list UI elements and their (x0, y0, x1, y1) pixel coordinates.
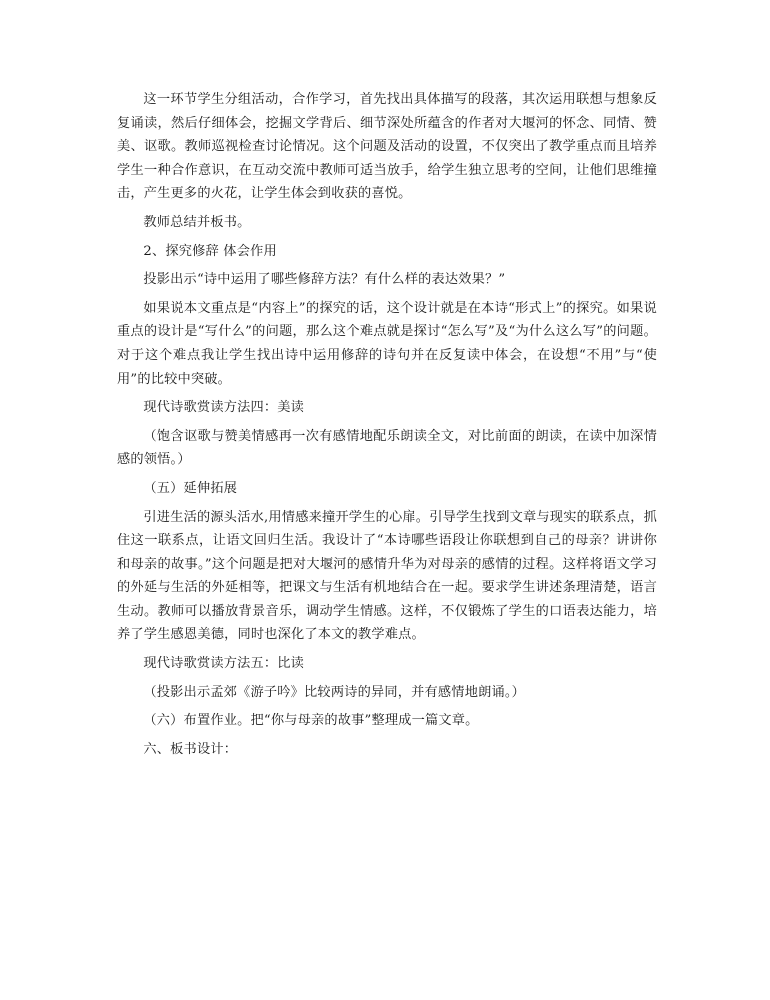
paragraph-teacher-summary: 教师总结并板书。 (143, 214, 251, 230)
section-heading-rhetoric: 2、探究修辞 体会作用 (143, 243, 277, 259)
method-five-heading: 现代诗歌赏读方法五：比读 (143, 656, 305, 672)
paragraph-projection-question: 投影出示“诗中运用了哪些修辞方法？有什么样的表达效果？” (143, 272, 506, 288)
paragraph-group-activity: 这一环节学生分组活动，合作学习，首先找出具体描写的段落，其次运用联想与想象反复诵读，然后仔细体会，挖掘文学背后、细节深处所蕴含的作者对大堰河的怀念、同情、赞美、讴歌。教师巡视检查讨论情况。这个问题及活动的设置，不仅突出了教学重点而且培养学生一种合作意识，在互动交流中教师可适当放手，给学生独立思考的空间，让他们思维撞击，产生更多的火花，让学生体会到收获的喜悦。 (117, 92, 657, 202)
paragraph-homework: （六）布置作业。把“你与母亲的故事”整理成一篇文章。 (143, 713, 479, 729)
method-four-heading: 现代诗歌赏读方法四：美读 (143, 400, 305, 416)
paragraph-read-aloud: （饱含讴歌与赞美情感再一次有感情地配乐朗读全文，对比前面的朗读，在读中加深情感的领悟。） (117, 428, 657, 468)
paragraph-difficulty-design: 如果说本文重点是“内容上”的探究的话，这个设计就是在本诗“形式上”的探究。如果说重点的设计是“写什么”的问题，那么这个难点就是探讨“怎么写”及“为什么这么写”的问题。对于这个难点我让学生找出诗中运用修辞的诗句并在反复读中体会，在设想“不用”与“使用”的比较中突破。 (117, 300, 657, 387)
section-heading-extension: （五）延伸拓展 (143, 480, 238, 496)
document-body (117, 88, 657, 766)
paragraph-life-connection: 引进生活的源头活水,用情感来撞开学生的心扉。引导学生找到文章与现实的联系点，抓住这一联系点，让语文回归生活。我设计了“本诗哪些语段让你联想到自己的母亲？讲讲你和母亲的故事。”这个问题是把对大堰河的感情升华为对母亲的感情的过程。这样将语文学习的外延与生活的外延相等，把课文与生活有机地结合在一起。要求学生讲述条理清楚，语言生动。教师可以播放背景音乐，调动学生情感。这样，不仅锻炼了学生的口语表达能力，培养了学生感恩美德，同时也深化了本文的教学难点。 (117, 509, 657, 643)
section-heading-board-design: 六、板书设计： (143, 741, 238, 757)
paragraph-compare-poem: （投影出示孟郊《游子吟》比较两诗的异同，并有感情地朗诵。） (143, 684, 526, 700)
